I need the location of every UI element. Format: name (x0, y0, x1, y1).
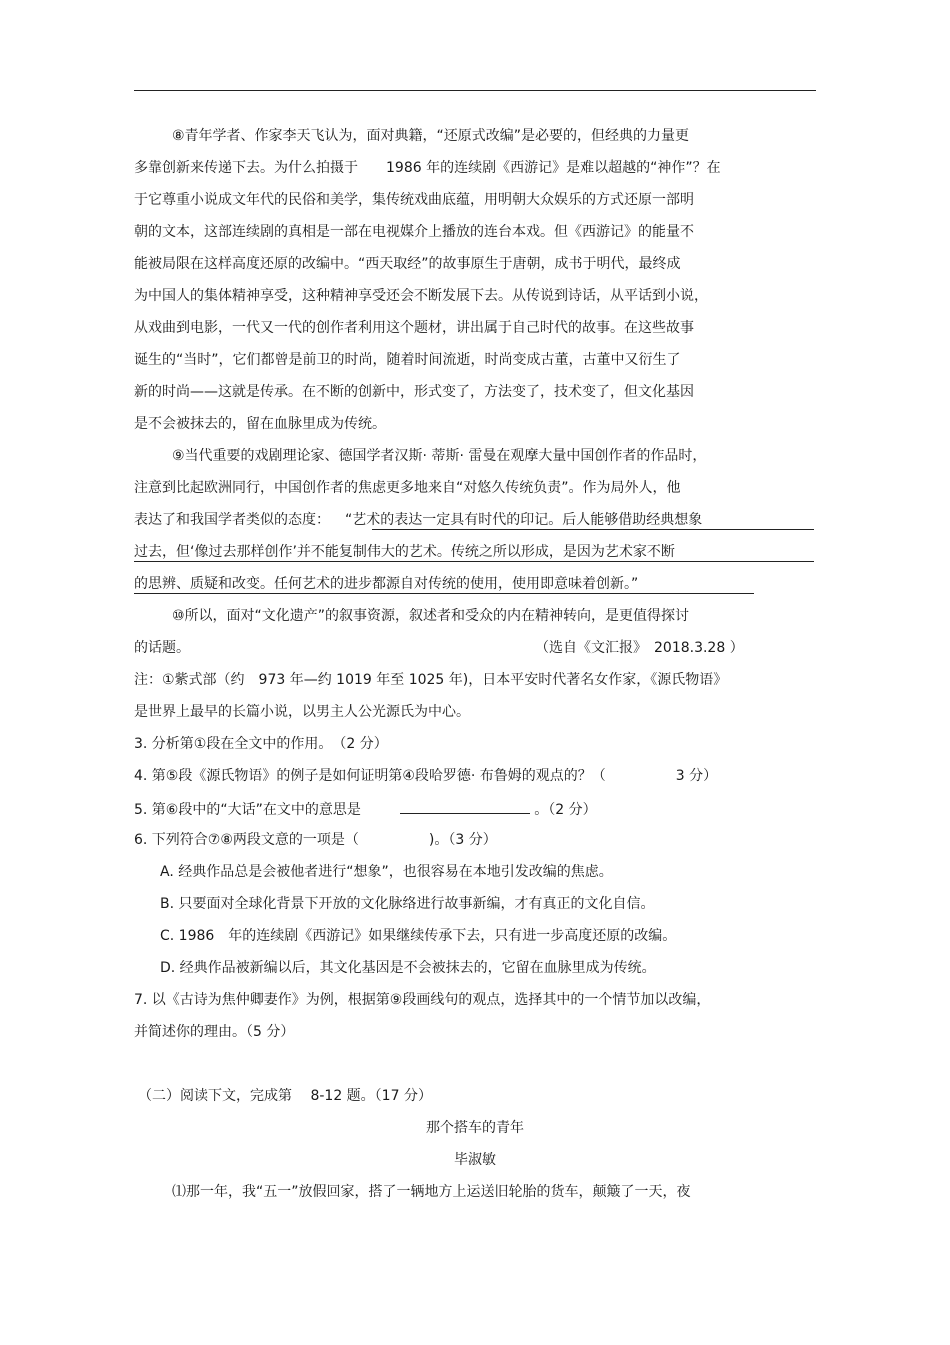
underline-3 (134, 593, 754, 594)
p8-line-2: 多靠创新来传递下去。为什么拍摄于 1986 年的连续剧《西游记》是难以超越的“神作”？在 (134, 160, 721, 176)
p9-line-1: ⑨当代重要的戏剧理论家、德国学者汉斯· 蒂斯· 雷曼在观摩大量中国创作者的作品时， (172, 448, 707, 464)
p8-line-6: 为中国人的集体精神享受，这种精神享受还会不断发展下去。从传说到诗话，从平话到小说， (134, 288, 708, 304)
question-3: 3. 分析第①段在全文中的作用。 （2 分） (134, 736, 388, 752)
header-rule (134, 90, 816, 91)
source-citation: （选自《文汇报》 2018.3.28 ） (535, 640, 744, 656)
p9-line-2: 注意到比起欧洲同行，中国创作者的焦虑更多地来自“对悠久传统负责”。作为局外人，他 (134, 480, 681, 496)
p9-line-3a: 表达了和我国学者类似的态度： (134, 512, 330, 528)
p8-line-3: 于它尊重小说成文年代的民俗和美学，集传统戏曲底蕴，用明朝大众娱乐的方式还原一部明 (134, 192, 694, 208)
option-c: C. 1986 年的连续剧《西游记》如果继续传承下去，只有进一步高度还原的改编。 (160, 928, 677, 944)
p8-line-4: 朝的文本，这部连续剧的真相是一部在电视媒介上播放的连台本戏。但《西游记》的能量不 (134, 224, 694, 240)
p8-line-1: ⑧青年学者、作家李天飞认为，面对典籍，“还原式改编”是必要的，但经典的力量更 (172, 128, 690, 144)
question-5-text: 5. 第⑥段中的“大话”在文中的意思是 (134, 802, 361, 818)
p8-line-9: 新的时尚——这就是传承。在不断的创新中，形式变了，方法变了，技术变了，但文化基因 (134, 384, 694, 400)
underline-1 (372, 529, 814, 530)
story-paragraph-1: ⑴那一年，我“五一”放假回家，搭了一辆地方上运送旧轮胎的货车，颠簸了一天，夜 (172, 1184, 691, 1200)
question-7-line-2: 并简述你的理由。（5 分） (134, 1024, 295, 1040)
p8-line-5: 能被局限在这样高度还原的改编中。“西天取经”的故事原生于唐朝，成书于明代，最终成 (134, 256, 681, 272)
question-5-points: 。（2 分） (534, 802, 597, 818)
question-5 (134, 799, 597, 819)
question-7-line-1: 7. 以《古诗为焦仲卿妻作》为例，根据第⑨段画线句的观点，选择其中的一个情节加以改编， (134, 992, 711, 1008)
p9-line-4-underlined: 过去，但‘像过去那样创作’并不能复制伟大的艺术。传统之所以形成，是因为艺术家不断 (134, 544, 675, 560)
underline-2 (134, 561, 814, 562)
p8-line-8: 诞生的“当时”，它们都曾是前卫的时尚，随着时间流逝，时尚变成古董，古董中又衍生了 (134, 352, 681, 368)
section-2-heading: （二）阅读下文，完成第 8-12 题。（17 分） (138, 1088, 432, 1104)
story-author: 毕淑敏 (454, 1152, 496, 1168)
p9-line-3b-underlined: “艺术的表达一定具有时代的印记。后人能够借助经典想象 (345, 512, 703, 528)
answer-blank[interactable] (400, 799, 530, 814)
option-b: B. 只要面对全球化背景下开放的文化脉络进行故事新编，才有真正的文化自信。 (160, 896, 655, 912)
option-d: D. 经典作品被新编以后，其文化基因是不会被抹去的，它留在血脉里成为传统。 (160, 960, 656, 976)
p8-line-7: 从戏曲到电影，一代又一代的创作者利用这个题材，讲出属于自己时代的故事。在这些故事 (134, 320, 694, 336)
note-line-1: 注：①紫式部（约 973 年—约 1019 年至 1025 年)，日本平安时代著名女作家，《源氏物语》 (134, 672, 728, 688)
story-title: 那个搭车的青年 (426, 1120, 524, 1136)
question-6: 6. 下列符合⑦⑧两段文意的一项是（ )。（3 分） (134, 832, 497, 848)
note-line-2: 是世界上最早的长篇小说，以男主人公光源氏为中心。 (134, 704, 470, 720)
p10-line-2: 的话题。 (134, 640, 190, 656)
p10-line-1: ⑩所以，面对“文化遗产”的叙事资源，叙述者和受众的内在精神转向，是更值得探讨 (172, 608, 690, 624)
p8-line-10: 是不会被抹去的，留在血脉里成为传统。 (134, 416, 386, 432)
question-4: 4. 第⑤段《源氏物语》的例子是如何证明第④段哈罗德· 布鲁姆的观点的？（ 3 分） (134, 768, 718, 784)
option-a: A. 经典作品总是会被他者进行“想象”，也很容易在本地引发改编的焦虑。 (160, 864, 613, 880)
p9-line-5-underlined: 的思辨、质疑和改变。任何艺术的进步都源自对传统的使用，使用即意味着创新。” (134, 576, 639, 592)
